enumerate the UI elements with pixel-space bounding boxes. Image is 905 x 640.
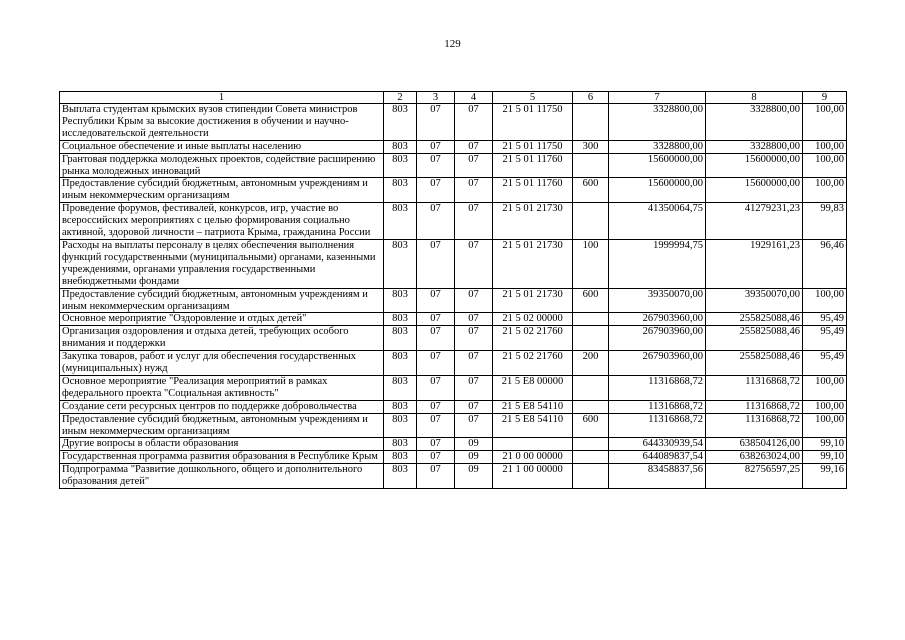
row-section: 07 [417, 451, 455, 464]
row-expense-type [573, 153, 609, 178]
row-expense-type [573, 375, 609, 400]
row-name: Создание сети ресурсных центров по поддержке добровольчества [60, 400, 384, 413]
row-code-admin: 803 [384, 178, 417, 203]
row-executed-amount: 11316868,72 [706, 400, 803, 413]
header-cell: 3 [417, 92, 455, 104]
row-section: 07 [417, 413, 455, 438]
row-name: Предоставление субсидий бюджетным, автономным учреждениям и иным некоммерческим организациям [60, 413, 384, 438]
row-name: Организация оздоровления и отдыха детей, требующих особого внимания и поддержки [60, 326, 384, 351]
row-planned-amount: 3328800,00 [609, 140, 706, 153]
row-subsection: 07 [455, 140, 493, 153]
row-planned-amount: 3328800,00 [609, 104, 706, 141]
budget-table [59, 91, 847, 489]
row-subsection: 07 [455, 313, 493, 326]
row-planned-amount: 41350064,75 [609, 203, 706, 240]
table-row [60, 178, 847, 203]
row-executed-amount: 255825088,46 [706, 351, 803, 376]
row-target-article: 21 5 E8 54110 [493, 413, 573, 438]
row-code-admin: 803 [384, 413, 417, 438]
table-row [60, 313, 847, 326]
row-planned-amount: 15600000,00 [609, 178, 706, 203]
row-target-article: 21 5 01 11760 [493, 153, 573, 178]
row-subsection: 09 [455, 464, 493, 489]
row-name: Основное мероприятие "Оздоровление и отдых детей" [60, 313, 384, 326]
row-target-article: 21 5 02 21760 [493, 351, 573, 376]
row-executed-amount: 82756597,25 [706, 464, 803, 489]
row-percent: 99,16 [803, 464, 847, 489]
row-name: Основное мероприятие "Реализация мероприятий в рамках федерального проекта "Социальная активность" [60, 375, 384, 400]
row-executed-amount: 11316868,72 [706, 413, 803, 438]
row-code-admin: 803 [384, 326, 417, 351]
table-row [60, 153, 847, 178]
header-cell: 2 [384, 92, 417, 104]
row-section: 07 [417, 104, 455, 141]
row-target-article: 21 5 01 21730 [493, 239, 573, 288]
row-planned-amount: 1999994,75 [609, 239, 706, 288]
row-expense-type: 300 [573, 140, 609, 153]
row-percent: 100,00 [803, 178, 847, 203]
row-expense-type: 600 [573, 288, 609, 313]
row-executed-amount: 41279231,23 [706, 203, 803, 240]
row-target-article: 21 5 02 00000 [493, 313, 573, 326]
row-target-article: 21 5 01 11760 [493, 178, 573, 203]
table-row [60, 438, 847, 451]
table-row [60, 203, 847, 240]
row-code-admin: 803 [384, 464, 417, 489]
row-name: Выплата студентам крымских вузов стипендии Совета министров Республики Крым за высокие достижения в обучении и научно-исследовательской деятельности [60, 104, 384, 141]
row-subsection: 07 [455, 153, 493, 178]
row-name: Грантовая поддержка молодежных проектов, содействие расширению рынка молодежных инноваций [60, 153, 384, 178]
row-code-admin: 803 [384, 351, 417, 376]
row-executed-amount: 15600000,00 [706, 153, 803, 178]
row-executed-amount: 1929161,23 [706, 239, 803, 288]
row-subsection: 07 [455, 178, 493, 203]
row-planned-amount: 644330939,54 [609, 438, 706, 451]
row-planned-amount: 267903960,00 [609, 313, 706, 326]
row-target-article: 21 5 E8 00000 [493, 375, 573, 400]
row-section: 07 [417, 375, 455, 400]
row-code-admin: 803 [384, 239, 417, 288]
row-expense-type [573, 313, 609, 326]
row-expense-type [573, 438, 609, 451]
row-percent: 100,00 [803, 288, 847, 313]
row-section: 07 [417, 153, 455, 178]
row-planned-amount: 267903960,00 [609, 351, 706, 376]
row-planned-amount: 644089837,54 [609, 451, 706, 464]
row-planned-amount: 11316868,72 [609, 375, 706, 400]
row-section: 07 [417, 313, 455, 326]
row-target-article: 21 5 01 21730 [493, 203, 573, 240]
row-subsection: 07 [455, 104, 493, 141]
row-expense-type [573, 464, 609, 489]
row-subsection: 07 [455, 413, 493, 438]
row-name: Предоставление субсидий бюджетным, автономным учреждениям и иным некоммерческим организациям [60, 288, 384, 313]
row-percent: 95,49 [803, 351, 847, 376]
row-name: Предоставление субсидий бюджетным, автономным учреждениям и иным некоммерческим организациям [60, 178, 384, 203]
row-percent: 100,00 [803, 400, 847, 413]
row-percent: 96,46 [803, 239, 847, 288]
row-percent: 95,49 [803, 313, 847, 326]
row-executed-amount: 3328800,00 [706, 140, 803, 153]
row-subsection: 07 [455, 288, 493, 313]
row-expense-type: 200 [573, 351, 609, 376]
row-percent: 100,00 [803, 104, 847, 141]
row-target-article: 21 5 E8 54110 [493, 400, 573, 413]
row-expense-type [573, 104, 609, 141]
table-row [60, 326, 847, 351]
row-subsection: 07 [455, 351, 493, 376]
row-percent: 99,10 [803, 438, 847, 451]
row-subsection: 09 [455, 451, 493, 464]
row-executed-amount: 39350070,00 [706, 288, 803, 313]
row-section: 07 [417, 400, 455, 413]
row-planned-amount: 267903960,00 [609, 326, 706, 351]
row-code-admin: 803 [384, 438, 417, 451]
row-section: 07 [417, 203, 455, 240]
row-expense-type: 600 [573, 413, 609, 438]
row-target-article: 21 0 00 00000 [493, 451, 573, 464]
row-section: 07 [417, 438, 455, 451]
header-cell: 1 [60, 92, 384, 104]
row-section: 07 [417, 178, 455, 203]
table-row [60, 400, 847, 413]
row-percent: 100,00 [803, 375, 847, 400]
row-code-admin: 803 [384, 153, 417, 178]
row-subsection: 07 [455, 203, 493, 240]
row-percent: 100,00 [803, 140, 847, 153]
table-row [60, 239, 847, 288]
row-code-admin: 803 [384, 451, 417, 464]
row-expense-type [573, 326, 609, 351]
row-section: 07 [417, 351, 455, 376]
table-row [60, 464, 847, 489]
header-cell: 4 [455, 92, 493, 104]
row-target-article: 21 5 01 21730 [493, 288, 573, 313]
table-row [60, 375, 847, 400]
row-executed-amount: 11316868,72 [706, 375, 803, 400]
row-percent: 100,00 [803, 153, 847, 178]
table-row [60, 351, 847, 376]
row-section: 07 [417, 239, 455, 288]
header-cell: 7 [609, 92, 706, 104]
row-planned-amount: 11316868,72 [609, 400, 706, 413]
row-executed-amount: 638263024,00 [706, 451, 803, 464]
page-number: 129 [444, 38, 461, 50]
table-row [60, 288, 847, 313]
table-row [60, 451, 847, 464]
row-percent: 100,00 [803, 413, 847, 438]
row-code-admin: 803 [384, 313, 417, 326]
table-row [60, 140, 847, 153]
row-executed-amount: 15600000,00 [706, 178, 803, 203]
row-target-article: 21 5 01 11750 [493, 140, 573, 153]
row-subsection: 09 [455, 438, 493, 451]
row-section: 07 [417, 140, 455, 153]
row-executed-amount: 3328800,00 [706, 104, 803, 141]
row-planned-amount: 11316868,72 [609, 413, 706, 438]
row-percent: 99,83 [803, 203, 847, 240]
row-subsection: 07 [455, 326, 493, 351]
row-section: 07 [417, 464, 455, 489]
row-target-article [493, 438, 573, 451]
row-name: Социальное обеспечение и иные выплаты населению [60, 140, 384, 153]
row-code-admin: 803 [384, 400, 417, 413]
header-cell: 5 [493, 92, 573, 104]
row-subsection: 07 [455, 239, 493, 288]
row-expense-type [573, 451, 609, 464]
row-executed-amount: 255825088,46 [706, 326, 803, 351]
table-row [60, 413, 847, 438]
row-subsection: 07 [455, 375, 493, 400]
row-section: 07 [417, 288, 455, 313]
row-name: Другие вопросы в области образования [60, 438, 384, 451]
row-target-article: 21 5 02 21760 [493, 326, 573, 351]
row-executed-amount: 638504126,00 [706, 438, 803, 451]
row-subsection: 07 [455, 400, 493, 413]
header-cell: 8 [706, 92, 803, 104]
row-expense-type: 600 [573, 178, 609, 203]
header-cell: 9 [803, 92, 847, 104]
row-target-article: 21 5 01 11750 [493, 104, 573, 141]
row-executed-amount: 255825088,46 [706, 313, 803, 326]
row-expense-type: 100 [573, 239, 609, 288]
row-name: Государственная программа развития образования в Республике Крым [60, 451, 384, 464]
row-section: 07 [417, 326, 455, 351]
row-planned-amount: 15600000,00 [609, 153, 706, 178]
table-row [60, 104, 847, 141]
row-percent: 99,10 [803, 451, 847, 464]
row-code-admin: 803 [384, 140, 417, 153]
row-code-admin: 803 [384, 375, 417, 400]
row-name: Подпрограмма "Развитие дошкольного, общего и дополнительного образования детей" [60, 464, 384, 489]
header-row [60, 92, 847, 104]
row-code-admin: 803 [384, 104, 417, 141]
row-expense-type [573, 400, 609, 413]
row-code-admin: 803 [384, 288, 417, 313]
header-cell: 6 [573, 92, 609, 104]
row-target-article: 21 1 00 00000 [493, 464, 573, 489]
row-name: Закупка товаров, работ и услуг для обеспечения государственных (муниципальных) нужд [60, 351, 384, 376]
row-code-admin: 803 [384, 203, 417, 240]
row-planned-amount: 83458837,56 [609, 464, 706, 489]
row-expense-type [573, 203, 609, 240]
row-percent: 95,49 [803, 326, 847, 351]
row-planned-amount: 39350070,00 [609, 288, 706, 313]
row-name: Проведение форумов, фестивалей, конкурсов, игр, участие во всероссийских мероприятиях с целью формирования социально активной, здоровой личности – патриота Крыма, гражданина России [60, 203, 384, 240]
row-name: Расходы на выплаты персоналу в целях обеспечения выполнения функций государственными (муниципальными) органами, казенными учреждениями, органами управления государственными внебюджетными фондами [60, 239, 384, 288]
